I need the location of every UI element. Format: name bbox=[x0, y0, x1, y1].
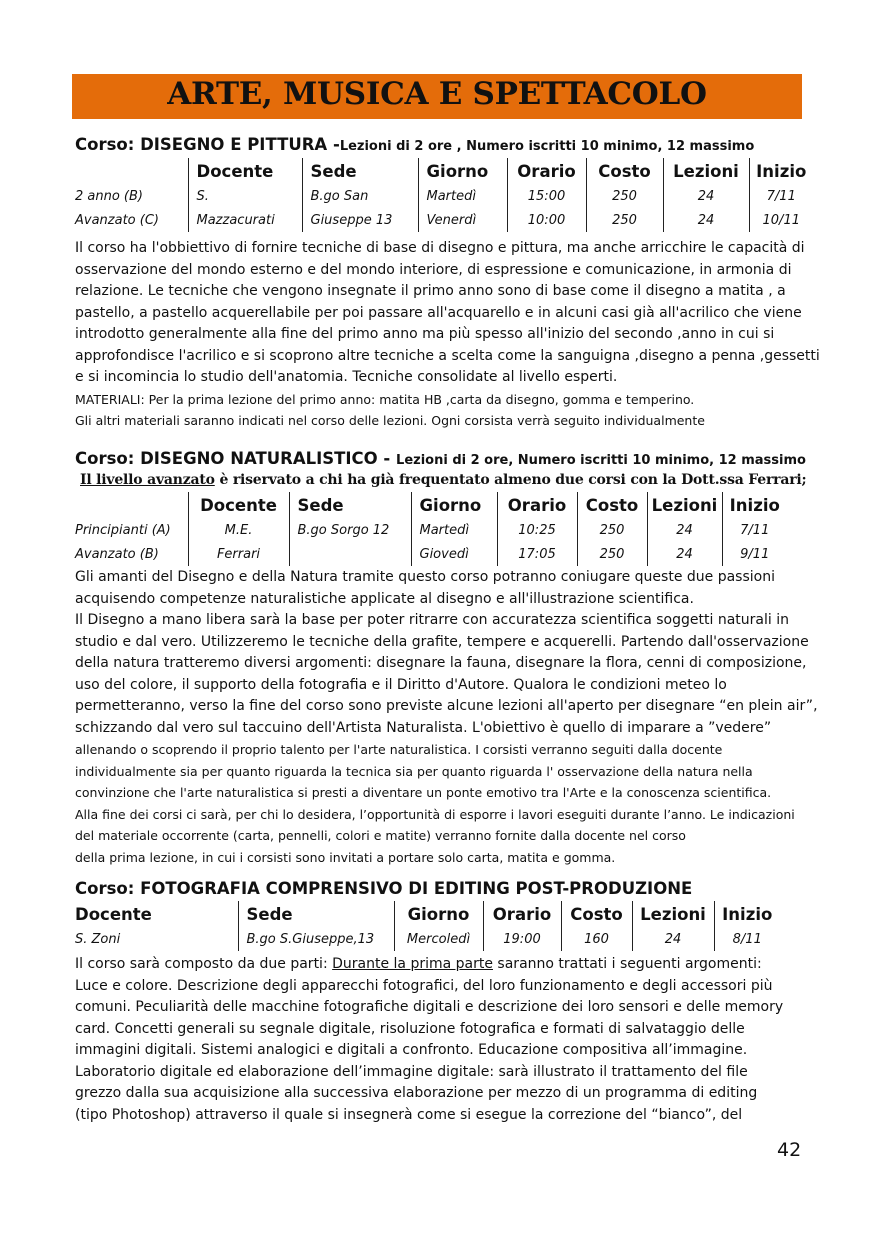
text-line: grezzo dalla sua acquisizione alla successiva elaborazione per mezzo di un programma di editing bbox=[75, 1085, 758, 1101]
note-text: è riservato a chi ha già frequentato almeno due corsi con la Dott.ssa Ferrari; bbox=[214, 472, 807, 488]
table-cell: 19:00 bbox=[483, 927, 561, 951]
table-cell: 10:25 bbox=[497, 518, 577, 542]
text-line: Il corso ha l'obbiettivo di fornire tecniche di base di disegno e pittura, ma anche arricchire le capacità di bbox=[75, 240, 805, 256]
text-run: Il corso sarà composto da due parti: bbox=[75, 956, 333, 972]
header-cell: Inizio bbox=[714, 901, 780, 927]
text-line: studio e dal vero. Utilizzeremo le tecniche della grafite, tempere e acquerelli. Partendo dall'osservazione bbox=[75, 633, 809, 650]
header-cell: Sede bbox=[289, 492, 411, 518]
text-line bbox=[75, 954, 783, 976]
header-cell: Inizio bbox=[722, 492, 787, 518]
table-cell: 160 bbox=[561, 927, 632, 951]
materials-line: MATERIALI: Per la prima lezione del primo anno: matita HB ,carta da disegno, gomma e temperino. bbox=[75, 391, 695, 407]
text-line-small: convinzione che l'arte naturalistica si presti a diventare un ponte emotivo tra l'Arte e la conoscenza scientifica. bbox=[75, 785, 772, 800]
page-number: 42 bbox=[777, 1139, 802, 1161]
course-subtitle: Lezioni di 2 ore, Numero iscritti 10 minimo, 12 massimo bbox=[396, 453, 806, 468]
table-cell: 24 bbox=[647, 518, 722, 542]
table-cell: 24 bbox=[663, 208, 749, 232]
table-row bbox=[75, 542, 787, 566]
table-cell: S. bbox=[188, 184, 302, 208]
course-title-text: Corso: DISEGNO E PITTURA - bbox=[75, 135, 340, 154]
table-cell: 24 bbox=[663, 184, 749, 208]
table-cell: 250 bbox=[586, 208, 663, 232]
table-cell: Martedì bbox=[418, 184, 507, 208]
table-cell: Avanzato (B) bbox=[75, 546, 159, 562]
table-cell: Martedì bbox=[411, 518, 497, 542]
course-description-disegno-naturalistico bbox=[75, 567, 818, 868]
text-line-small: individualmente sia per quanto riguarda la tecnica sia per quanto riguarda l' osservazione della natura nella bbox=[75, 763, 753, 779]
table-row bbox=[75, 208, 813, 232]
course-title-text: Corso: DISEGNO NATURALISTICO - bbox=[75, 449, 391, 468]
table-cell: Principianti (A) bbox=[75, 522, 171, 538]
text-line: Il Disegno a mano libera sarà la base per poter ritrarre con accuratezza scientifica soggetti naturali in bbox=[75, 612, 789, 628]
course-description-fotografia bbox=[75, 954, 783, 1126]
header-cell: Docente bbox=[188, 158, 302, 184]
table-cell: 250 bbox=[586, 184, 663, 208]
table-cell: S. Zoni bbox=[75, 931, 121, 947]
schedule-table-disegno-pittura bbox=[75, 158, 813, 232]
text-line: e si incomincia lo studio dell'anatomia. Tecniche consolidate al livello esperti. bbox=[75, 369, 618, 385]
course-title-disegno-naturalistico bbox=[75, 449, 806, 468]
text-line: comuni. Peculiarità delle macchine fotografiche digitali e descrizione dei loro sensori e delle memory bbox=[75, 999, 784, 1015]
header-cell: Lezioni bbox=[632, 901, 714, 927]
text-line-small: allenando o scoprendo il proprio talento per l'arte naturalistica. I corsisti verranno seguiti dalla docente bbox=[75, 742, 723, 757]
course-title-disegno-pittura bbox=[75, 135, 754, 154]
header-cell: Orario bbox=[507, 158, 586, 184]
header-cell: Orario bbox=[483, 901, 561, 927]
banner-title: ARTE, MUSICA E SPETTACOLO bbox=[167, 76, 707, 112]
text-run-underlined: Durante la prima parte bbox=[332, 956, 493, 972]
table-cell: B.go Sorgo 12 bbox=[289, 518, 411, 542]
header-cell: Costo bbox=[561, 901, 632, 927]
schedule-table-disegno-naturalistico bbox=[75, 492, 787, 566]
header-cell: Orario bbox=[497, 492, 577, 518]
table-cell: 8/11 bbox=[714, 927, 780, 951]
table-cell: 7/11 bbox=[749, 184, 813, 208]
text-line: Laboratorio digitale ed elaborazione dell’immagine digitale: sarà illustrato il trattamento del file bbox=[75, 1063, 748, 1080]
text-run: saranno trattati i seguenti argomenti: bbox=[492, 956, 762, 972]
table-cell: Giovedì bbox=[411, 542, 497, 566]
table-row bbox=[75, 518, 787, 542]
table-row bbox=[75, 927, 780, 951]
text-line: Gli amanti del Disegno e della Natura tramite questo corso potranno coniugare queste due passioni bbox=[75, 569, 775, 585]
table-cell: 7/11 bbox=[722, 518, 787, 542]
text-line: immagini digitali. Sistemi analogici e digitali a confronto. Educazione compositiva all’immagine. bbox=[75, 1042, 748, 1058]
table-header-row bbox=[75, 901, 780, 927]
table-cell: Avanzato (C) bbox=[75, 212, 159, 228]
table-cell: Mercoledì bbox=[394, 927, 483, 951]
table-header-row bbox=[75, 158, 813, 184]
text-line: relazione. Le tecniche che vengono insegnate il primo anno sono di base come il disegno a matita , a bbox=[75, 283, 786, 299]
table-cell: 250 bbox=[577, 542, 647, 566]
table-cell: 2 anno (B) bbox=[75, 188, 143, 204]
section-banner bbox=[72, 74, 802, 119]
course-subtitle: Lezioni di 2 ore , Numero iscritti 10 minimo, 12 massimo bbox=[339, 139, 755, 154]
text-line: card. Concetti generali su segnale digitale, risoluzione fotografica e formati di salvataggio delle bbox=[75, 1020, 745, 1037]
text-line: osservazione del mondo esterno e del mondo interiore, di espressione e comunicazione, in armonia di bbox=[75, 261, 792, 278]
header-cell: Lezioni bbox=[647, 492, 722, 518]
advanced-level-note bbox=[80, 472, 806, 488]
table-cell: 10:00 bbox=[507, 208, 586, 232]
table-cell: M.E. bbox=[188, 518, 289, 542]
course-title-fotografia: Corso: FOTOGRAFIA COMPRENSIVO DI EDITING POST-PRODUZIONE bbox=[75, 879, 693, 898]
table-cell: Venerdì bbox=[418, 208, 507, 232]
text-line: approfondisce l'acrilico e si scoprono altre tecniche a scelta come la sanguigna ,disegno a penna ,gessetti bbox=[75, 347, 820, 364]
table-cell: 24 bbox=[632, 927, 714, 951]
header-cell: Lezioni bbox=[663, 158, 749, 184]
header-cell: Docente bbox=[188, 492, 289, 518]
text-line: (tipo Photoshop) attraverso il quale si insegnerà come si esegue la correzione del “bianco”, del bbox=[75, 1106, 743, 1123]
header-cell: Inizio bbox=[749, 158, 813, 184]
table-cell: B.go San bbox=[302, 184, 418, 208]
header-cell: Costo bbox=[586, 158, 663, 184]
text-line-small: Alla fine dei corsi ci sarà, per chi lo desidera, l’opportunità di esporre i lavori eseguiti durante l’anno. Le indicazioni bbox=[75, 806, 795, 822]
text-line: acquisendo competenze naturalistiche applicate al disegno e all'illustrazione scientifica. bbox=[75, 590, 694, 607]
header-cell: Docente bbox=[75, 904, 152, 924]
text-line: permetteranno, verso la fine del corso sono previste alcune lezioni all'aperto per disegnare “en plein air”, bbox=[75, 698, 818, 714]
table-cell: 24 bbox=[647, 542, 722, 566]
text-line: uso del colore, il supporto della fotografia e il Diritto d'Autore. Qualora le condizioni meteo lo bbox=[75, 676, 727, 693]
text-line-small: del materiale occorrente (carta, pennelli, colori e matite) verranno fornite dalla docente nel corso bbox=[75, 828, 686, 843]
table-cell: Giuseppe 13 bbox=[302, 208, 418, 232]
header-cell: Giorno bbox=[394, 901, 483, 927]
header-cell: Sede bbox=[302, 158, 418, 184]
header-cell: Giorno bbox=[418, 158, 507, 184]
header-cell: Giorno bbox=[411, 492, 497, 518]
header-cell: Costo bbox=[577, 492, 647, 518]
table-cell: B.go S.Giuseppe,13 bbox=[238, 927, 394, 951]
table-cell: 9/11 bbox=[722, 542, 787, 566]
note-underlined: Il livello avanzato bbox=[80, 472, 215, 488]
text-line: pastello, a pastello acquerellabile per poi passare all'acquarello e in alcuni casi già all'acrilico che viene bbox=[75, 304, 802, 321]
text-line: introdotto generalmente alla fine del primo anno ma più spesso all'inizio del secondo ,anno in cui si bbox=[75, 326, 775, 342]
table-cell: 17:05 bbox=[497, 542, 577, 566]
text-line: Luce e colore. Descrizione degli apparecchi fotografici, del loro funzionamento e degli accessori più bbox=[75, 977, 773, 994]
table-header-row bbox=[75, 492, 787, 518]
table-cell: 15:00 bbox=[507, 184, 586, 208]
table-cell: 250 bbox=[577, 518, 647, 542]
table-cell: Mazzacurati bbox=[188, 208, 302, 232]
schedule-table-fotografia bbox=[75, 901, 780, 951]
text-line: della natura tratteremo diversi argomenti: disegnare la fauna, disegnare la flora, cenni di composizione, bbox=[75, 655, 807, 671]
text-line: schizzando dal vero sul taccuino dell'Artista Naturalista. L'obiettivo è quello di imparare a ”vedere” bbox=[75, 719, 772, 736]
text-line-small: della prima lezione, in cui i corsisti sono invitati a portare solo carta, matita e gomma. bbox=[75, 849, 616, 865]
table-cell bbox=[289, 542, 411, 566]
table-cell: 10/11 bbox=[749, 208, 813, 232]
table-cell: Ferrari bbox=[188, 542, 289, 566]
course-description-disegno-pittura bbox=[75, 238, 820, 432]
header-cell: Sede bbox=[238, 901, 394, 927]
materials-line: Gli altri materiali saranno indicati nel corso delle lezioni. Ogni corsista verrà seguito individualmente bbox=[75, 413, 705, 428]
table-row bbox=[75, 184, 813, 208]
